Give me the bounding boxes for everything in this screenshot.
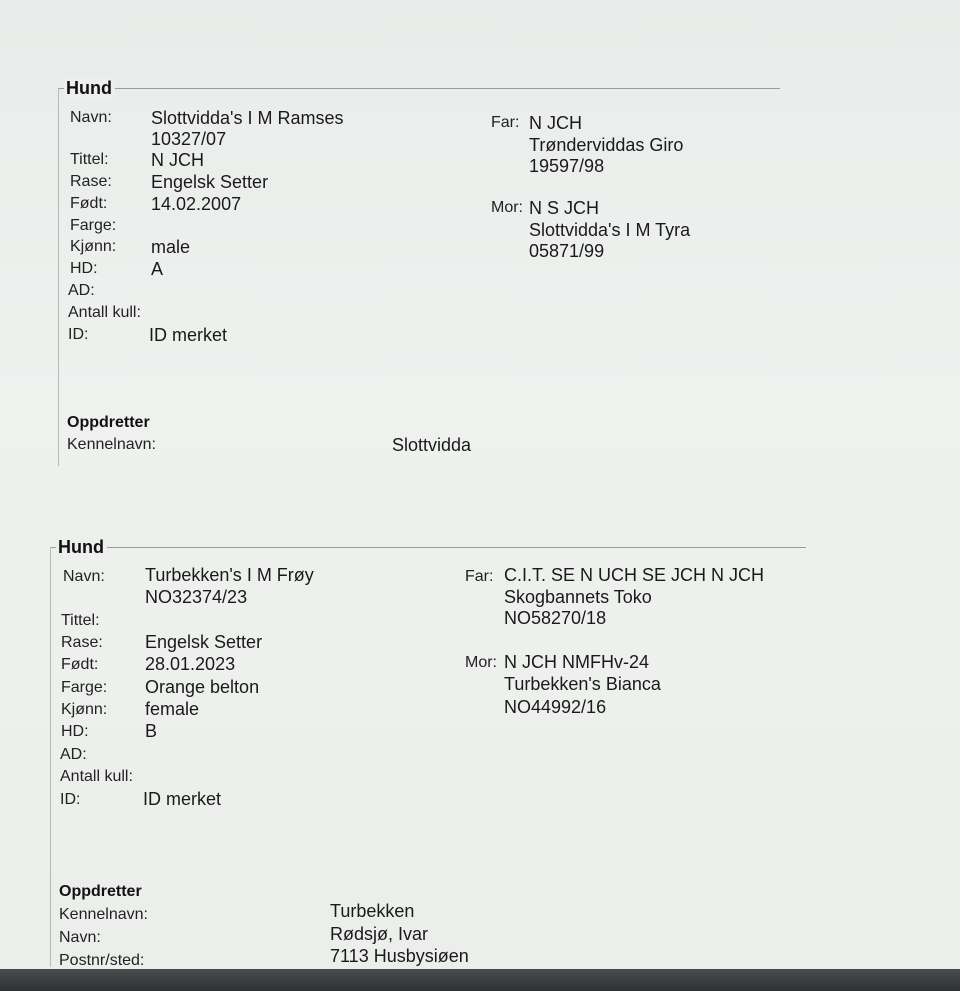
section-title: Hund <box>64 78 115 99</box>
breeder-postal: 7113 Husbysiøen <box>330 946 469 966</box>
label-fodt: Født: <box>61 656 99 673</box>
frame-top-line <box>58 88 780 89</box>
dog-sex: female <box>145 699 200 719</box>
frame-top-line <box>50 547 806 548</box>
father-reg-no: NO58270/18 <box>504 608 607 628</box>
label-far: Far: <box>491 114 520 131</box>
label-rase: Rase: <box>70 173 112 190</box>
dog-born: 28.01.2023 <box>145 654 236 674</box>
taskbar <box>0 969 960 991</box>
label-mor: Mor: <box>465 654 497 671</box>
dog-hd: A <box>151 259 164 279</box>
dog-hd: B <box>145 721 158 741</box>
label-rase: Rase: <box>61 634 103 651</box>
label-id: ID: <box>60 791 81 808</box>
breeder-name: Rødsjø, Ivar <box>330 924 429 944</box>
dog-sex: male <box>151 237 191 257</box>
label-kennelnavn: Kennelnavn: <box>59 906 148 923</box>
label-fodt: Født: <box>70 195 108 212</box>
label-kjonn: Kjønn: <box>70 238 117 255</box>
father-name: Trønderviddas Giro <box>529 135 684 155</box>
dog-breed: Engelsk Setter <box>151 172 269 192</box>
label-kjonn: Kjønn: <box>61 701 108 718</box>
father-reg-no: 19597/98 <box>529 156 605 176</box>
label-mor: Mor: <box>491 199 523 216</box>
label-far: Far: <box>465 568 494 585</box>
label-postnr-sted: Postnr/sted: <box>59 952 145 969</box>
breeder-kennel: Slottvidda <box>392 435 472 455</box>
frame-left-line <box>58 88 59 466</box>
father-title: N JCH <box>529 113 582 133</box>
section-title: Hund <box>56 537 107 558</box>
dog-born: 14.02.2007 <box>151 194 242 214</box>
dog-reg-no: NO32374/23 <box>145 587 248 607</box>
label-hd: HD: <box>70 260 98 277</box>
breeder-kennel: Turbekken <box>330 901 415 921</box>
label-antall-kull: Antall kull: <box>68 304 141 321</box>
dog-breed: Engelsk Setter <box>145 632 263 652</box>
dog-id: ID merket <box>149 325 228 345</box>
breeder-heading: Oppdretter <box>67 414 150 431</box>
label-antall-kull: Antall kull: <box>60 768 133 785</box>
mother-name: Turbekken's Bianca <box>504 674 661 694</box>
label-breeder-name: Navn: <box>59 929 101 946</box>
dog-name: Turbekken's I M Frøy <box>145 565 314 585</box>
dog-record-1 <box>58 78 780 466</box>
label-ad: AD: <box>60 746 87 763</box>
mother-title: N JCH NMFHv-24 <box>504 652 650 672</box>
mother-reg-no: 05871/99 <box>529 241 605 261</box>
dog-name: Slottvidda's I M Ramses <box>151 108 344 128</box>
mother-reg-no: NO44992/16 <box>504 697 607 717</box>
label-ad: AD: <box>68 282 95 299</box>
dog-reg-no: 10327/07 <box>151 129 227 149</box>
mother-name: Slottvidda's I M Tyra <box>529 220 691 240</box>
father-title: C.I.T. SE N UCH SE JCH N JCH <box>504 565 765 585</box>
dog-record-2 <box>50 537 806 967</box>
breeder-heading: Oppdretter <box>59 883 142 900</box>
label-kennelnavn: Kennelnavn: <box>67 436 156 453</box>
label-farge: Farge: <box>70 217 117 234</box>
label-tittel: Tittel: <box>70 151 109 168</box>
dog-title: N JCH <box>151 150 204 170</box>
label-hd: HD: <box>61 723 89 740</box>
dog-color: Orange belton <box>145 677 260 697</box>
label-tittel: Tittel: <box>61 612 100 629</box>
father-name: Skogbannets Toko <box>504 587 652 607</box>
frame-left-line <box>50 547 51 967</box>
label-navn: Navn: <box>63 568 105 585</box>
label-farge: Farge: <box>61 679 108 696</box>
label-id: ID: <box>68 326 89 343</box>
mother-title: N S JCH <box>529 198 600 218</box>
label-navn: Navn: <box>70 109 112 126</box>
dog-id: ID merket <box>143 789 222 809</box>
